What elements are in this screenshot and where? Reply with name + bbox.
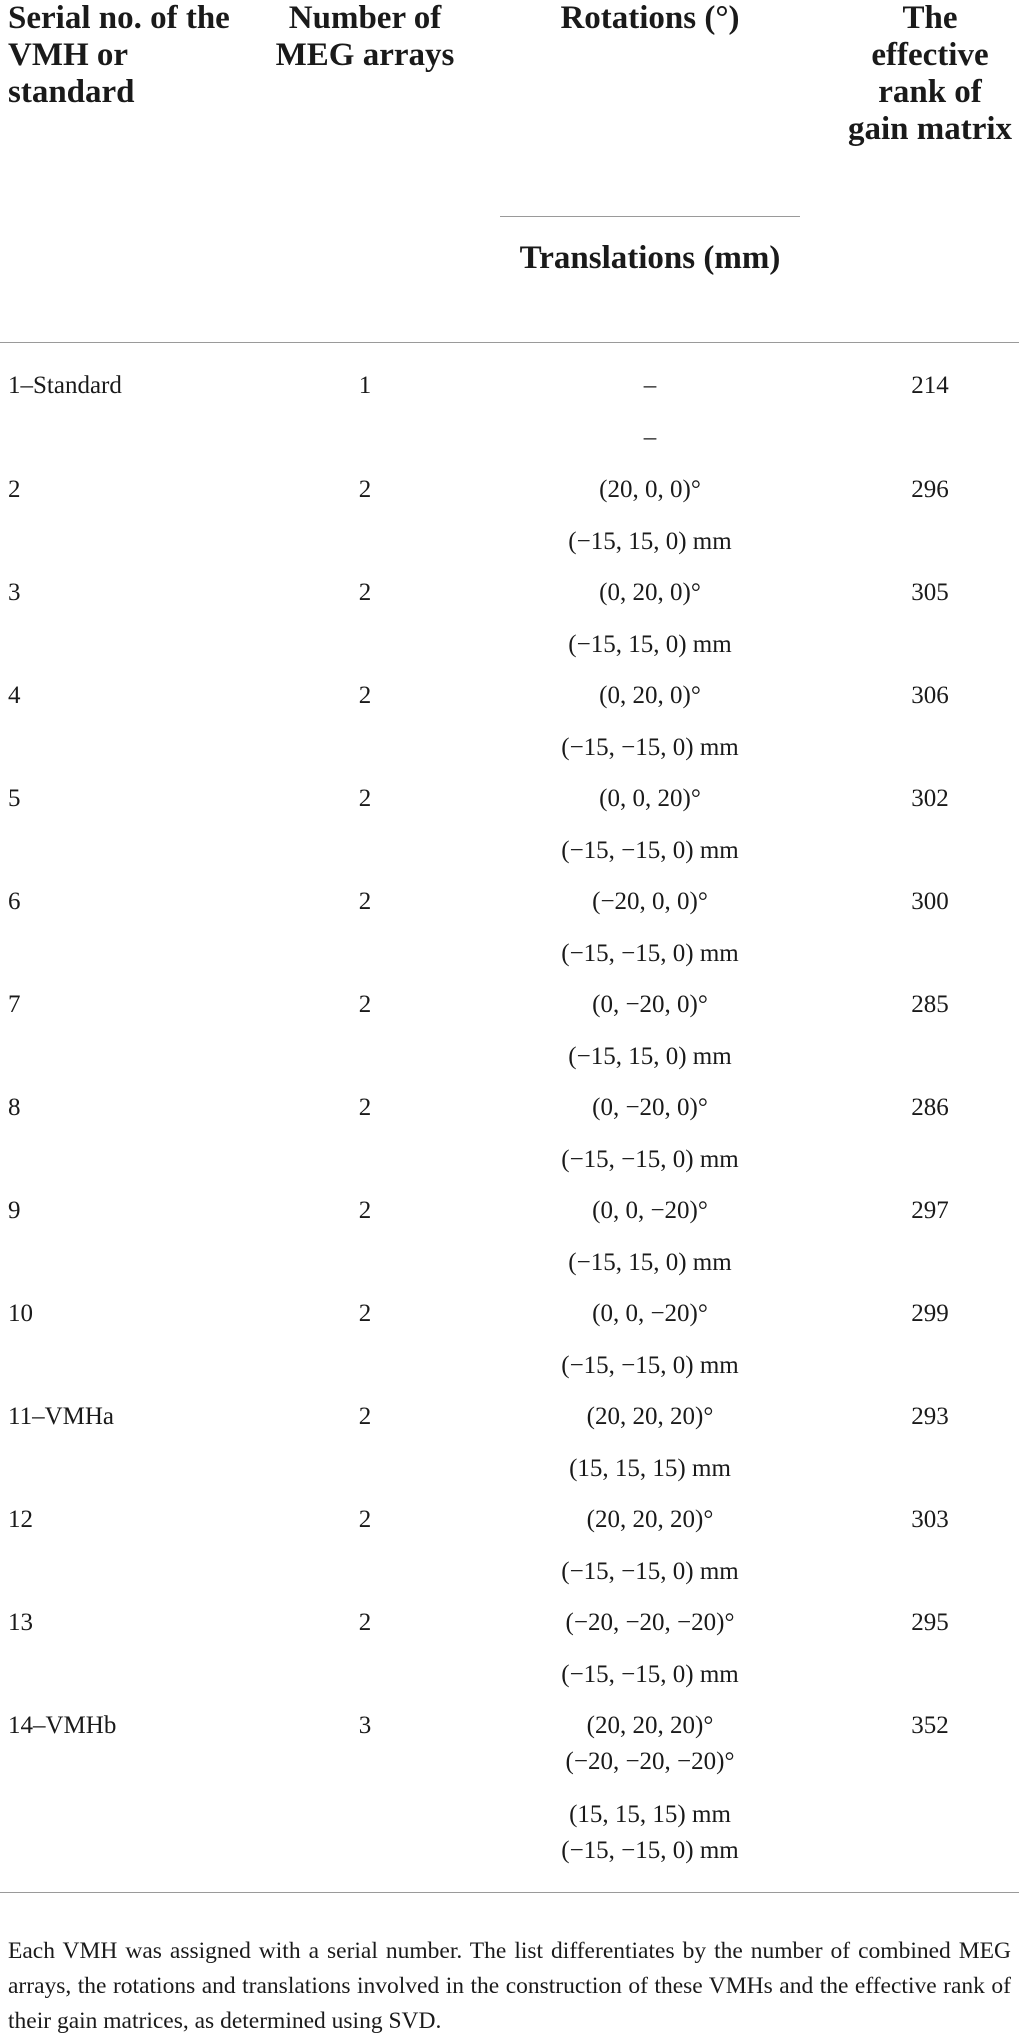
cell-rotation: (20, 20, 20)° — [586, 1712, 714, 1739]
cell-rotation: (−20, −20, −20)° — [565, 1609, 735, 1636]
cell-serial: 14–VMHb — [8, 1712, 117, 1739]
cell-rank: 352 — [911, 1712, 949, 1739]
cell-translation: – — [643, 424, 657, 451]
header-effective-rank: The effective rank of gain matrix — [847, 0, 1013, 147]
cell-rank: 306 — [911, 682, 949, 709]
cell-rotation: (0, −20, 0)° — [592, 991, 708, 1018]
cell-rank: 300 — [911, 888, 949, 915]
cell-translation: (−15, 15, 0) mm — [568, 1249, 732, 1276]
cell-rank: 285 — [911, 991, 949, 1018]
cell-translation: (−15, 15, 0) mm — [568, 528, 732, 555]
cell-serial: 13 — [8, 1609, 33, 1636]
cell-rotation: (0, −20, 0)° — [592, 1094, 708, 1121]
header-subrule — [500, 216, 800, 217]
cell-translation: (−15, −15, 0) mm — [561, 1558, 739, 1585]
header-serial: Serial no. of the VMH or standard — [8, 0, 230, 110]
cell-rotation: (0, 0, −20)° — [592, 1300, 708, 1327]
header-divider — [0, 342, 1019, 343]
cell-arrays: 2 — [358, 579, 372, 606]
cell-rotation-2: (−20, −20, −20)° — [565, 1748, 735, 1775]
cell-arrays: 2 — [358, 1609, 372, 1636]
header-meg-arrays: Number of MEG arrays — [275, 0, 455, 73]
cell-rotation: (20, 0, 0)° — [599, 476, 701, 503]
cell-serial: 2 — [8, 476, 21, 503]
cell-rank: 299 — [911, 1300, 949, 1327]
cell-serial: 5 — [8, 785, 21, 812]
cell-arrays: 2 — [358, 785, 372, 812]
table-footnote: Each VMH was assigned with a serial number. The list differentiates by the number of combined MEG arrays, the rotations and translations involved in the construction of these VMHs and the effective rank of their gain matrices, as determined using SVD. — [8, 1938, 1011, 2034]
cell-arrays: 2 — [358, 1094, 372, 1121]
cell-serial: 1–Standard — [8, 372, 122, 399]
cell-translation: (−15, −15, 0) mm — [561, 940, 739, 967]
cell-arrays: 3 — [358, 1712, 372, 1739]
cell-translation: (−15, −15, 0) mm — [561, 837, 739, 864]
cell-rank: 293 — [911, 1403, 949, 1430]
cell-rank: 302 — [911, 785, 949, 812]
table-bottom-rule — [0, 1892, 1019, 1893]
cell-arrays: 2 — [358, 991, 372, 1018]
cell-translation: (−15, 15, 0) mm — [568, 631, 732, 658]
cell-serial: 8 — [8, 1094, 21, 1121]
cell-rank: 305 — [911, 579, 949, 606]
cell-rotation: (20, 20, 20)° — [586, 1403, 714, 1430]
cell-rotation: (−20, 0, 0)° — [592, 888, 708, 915]
cell-serial: 3 — [8, 579, 21, 606]
cell-arrays: 2 — [358, 1197, 372, 1224]
cell-serial: 9 — [8, 1197, 21, 1224]
cell-rotation: – — [643, 372, 657, 399]
cell-arrays: 2 — [358, 682, 372, 709]
cell-translation: (−15, −15, 0) mm — [561, 734, 739, 761]
cell-translation: (−15, 15, 0) mm — [568, 1043, 732, 1070]
cell-translation: (15, 15, 15) mm — [569, 1801, 731, 1828]
header-rotations: Rotations (°) — [560, 0, 740, 36]
cell-rank: 214 — [911, 372, 949, 399]
cell-arrays: 2 — [358, 888, 372, 915]
cell-serial: 4 — [8, 682, 21, 709]
cell-arrays: 2 — [358, 476, 372, 503]
cell-rotation: (0, 0, 20)° — [599, 785, 701, 812]
cell-translation-2: (−15, −15, 0) mm — [561, 1837, 739, 1864]
cell-serial: 11–VMHa — [8, 1403, 115, 1430]
cell-rank: 295 — [911, 1609, 949, 1636]
cell-translation: (−15, −15, 0) mm — [561, 1352, 739, 1379]
cell-arrays: 2 — [358, 1300, 372, 1327]
cell-arrays: 2 — [358, 1403, 372, 1430]
cell-rank: 286 — [911, 1094, 949, 1121]
cell-translation: (−15, −15, 0) mm — [561, 1661, 739, 1688]
cell-serial: 6 — [8, 888, 21, 915]
cell-rank: 303 — [911, 1506, 949, 1533]
cell-translation: (15, 15, 15) mm — [569, 1455, 731, 1482]
cell-rotation: (20, 20, 20)° — [586, 1506, 714, 1533]
cell-arrays: 2 — [358, 1506, 372, 1533]
cell-rotation: (0, 20, 0)° — [599, 579, 701, 606]
header-translations: Translations (mm) — [519, 240, 781, 276]
cell-rotation: (0, 0, −20)° — [592, 1197, 708, 1224]
cell-serial: 10 — [8, 1300, 33, 1327]
cell-serial: 12 — [8, 1506, 33, 1533]
cell-translation: (−15, −15, 0) mm — [561, 1146, 739, 1173]
cell-arrays: 1 — [358, 372, 372, 399]
cell-rank: 297 — [911, 1197, 949, 1224]
cell-rank: 296 — [911, 476, 949, 503]
cell-serial: 7 — [8, 991, 21, 1018]
cell-rotation: (0, 20, 0)° — [599, 682, 701, 709]
